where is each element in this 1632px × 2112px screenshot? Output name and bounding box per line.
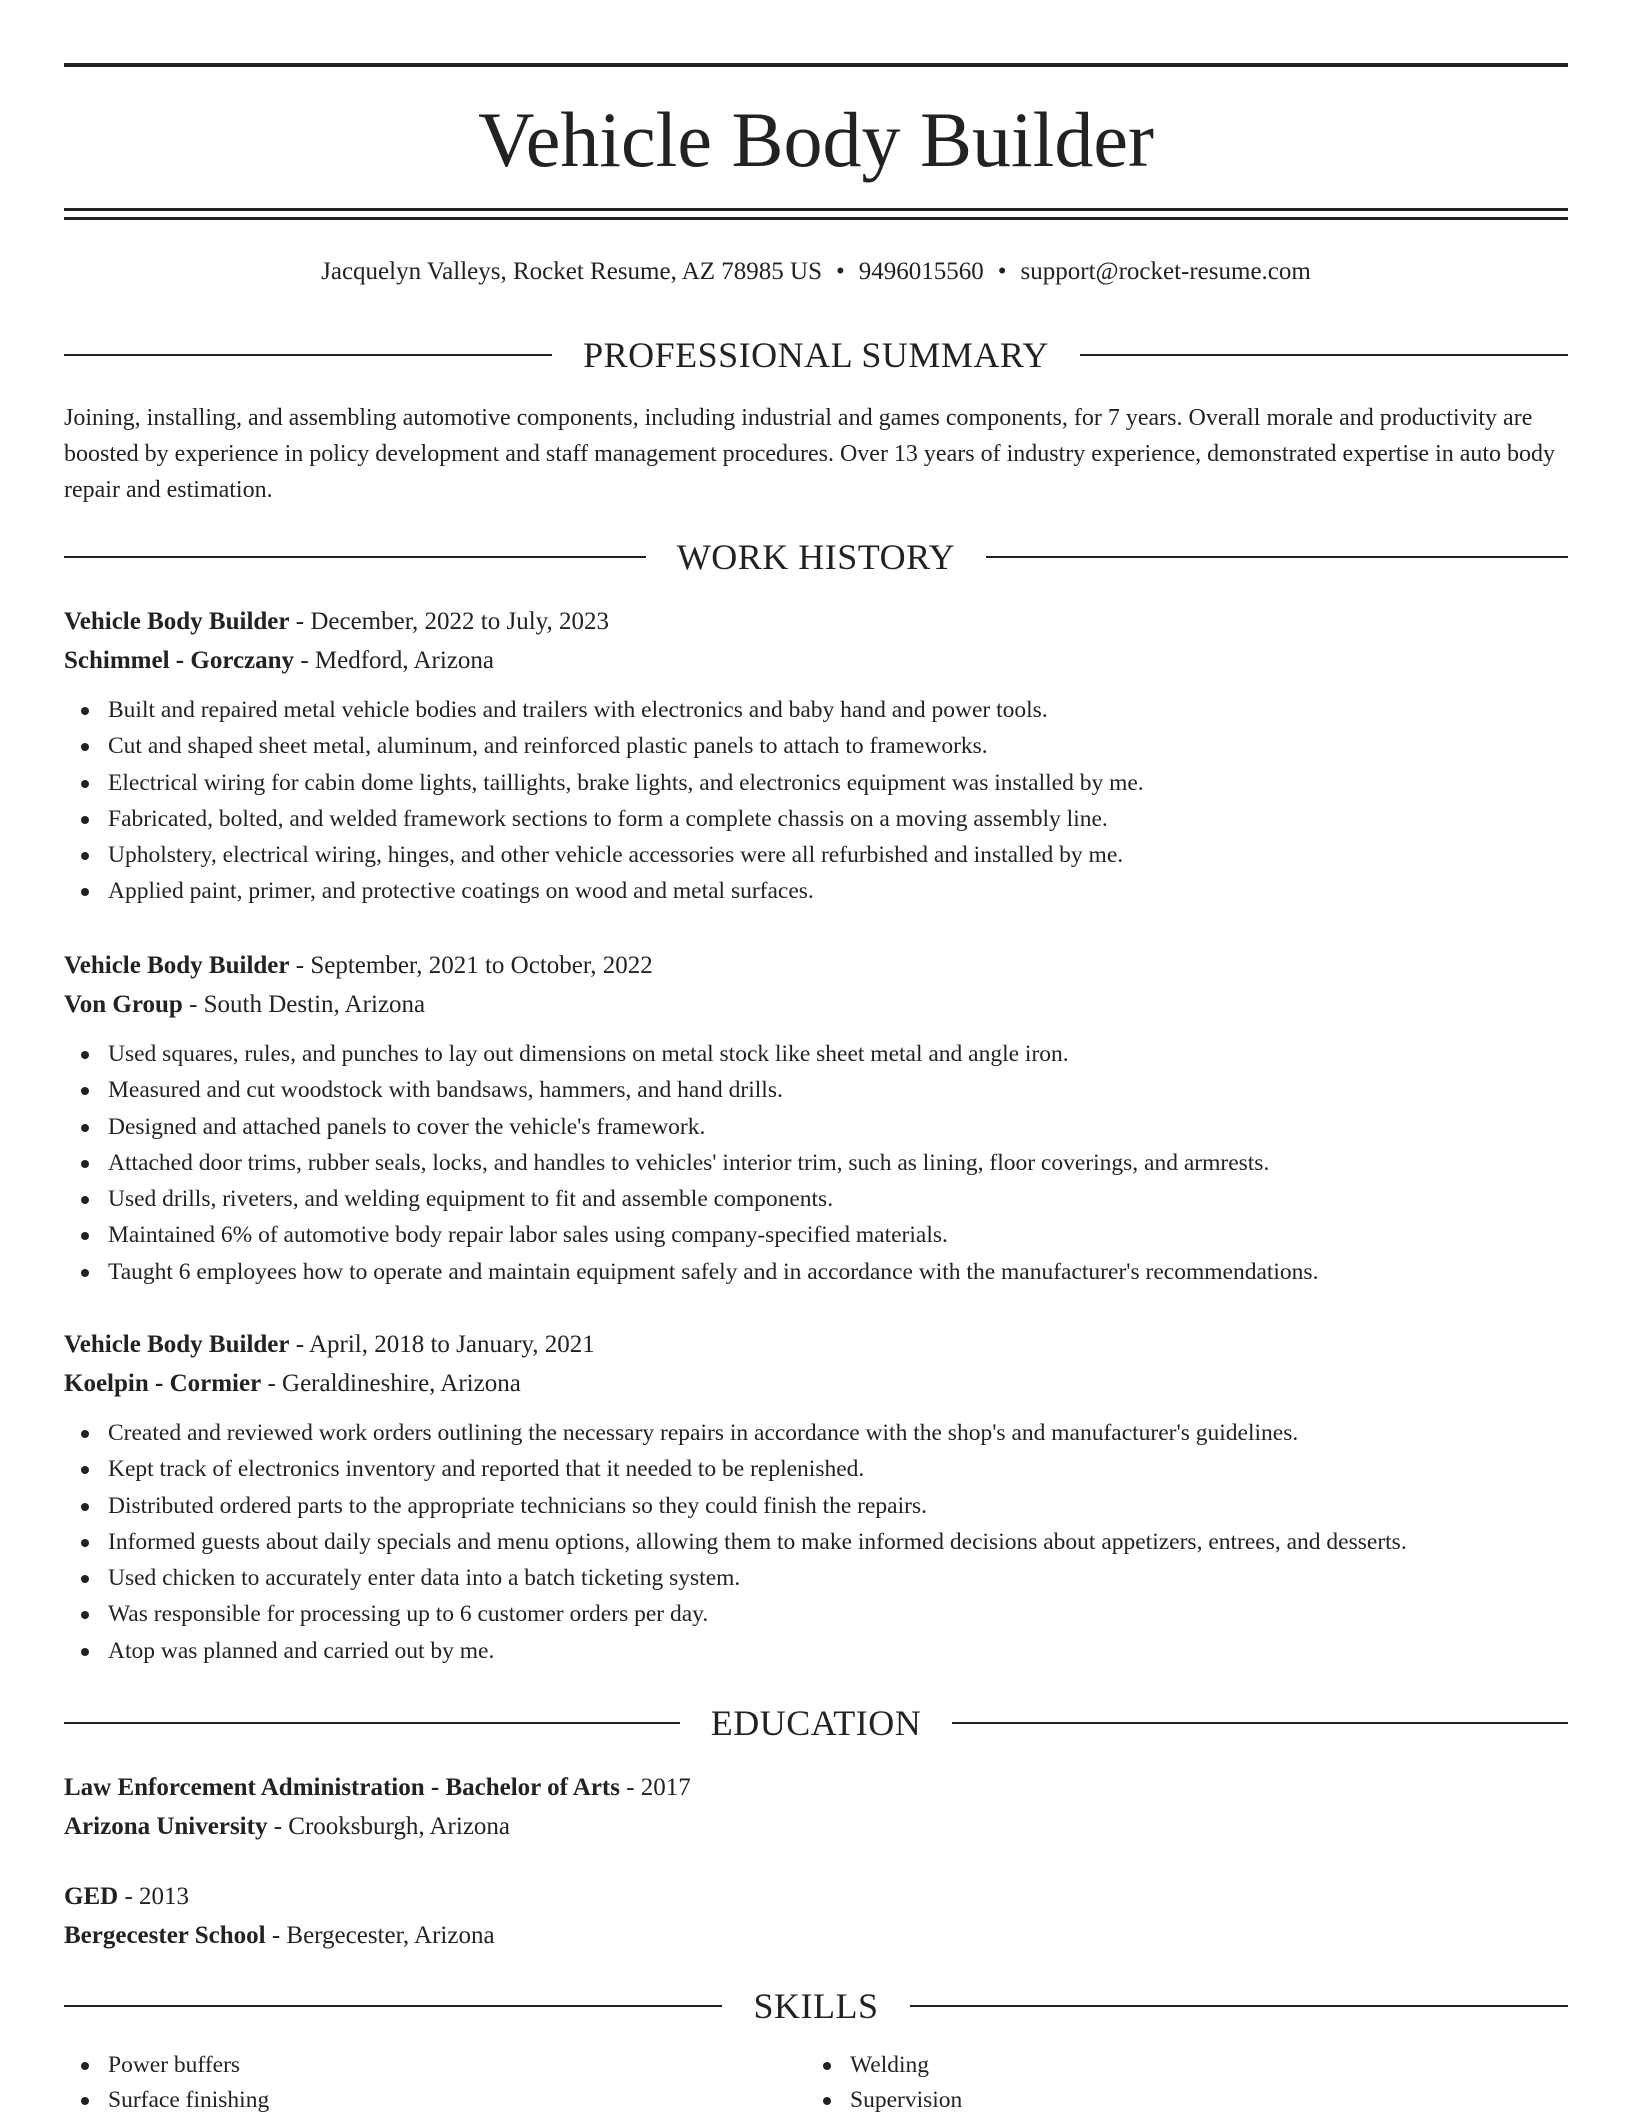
contact-address: Jacquelyn Valleys, Rocket Resume, AZ 78985 US	[321, 258, 823, 285]
education-entry	[64, 1768, 1568, 1846]
list-item: Created and reviewed work orders outlining the necessary repairs in accordance with the shop's and manufacturer's guidelines.	[64, 1415, 1568, 1451]
education-year: - 2017	[619, 1774, 691, 1801]
job-dates: - December, 2022 to July, 2023	[289, 608, 610, 635]
section-title: SKILLS	[753, 1986, 879, 2026]
contact-email: support@rocket-resume.com	[1020, 258, 1311, 285]
job-company: Koelpin - Cormier	[64, 1370, 262, 1397]
education-year: - 2013	[118, 1883, 190, 1910]
job-entry	[64, 1325, 1568, 1669]
list-item: Used drills, riveters, and welding equipment to fit and assemble components.	[64, 1181, 1568, 1217]
list-item: Built and repaired metal vehicle bodies and trailers with electronics and baby hand and power tools.	[64, 692, 1568, 728]
job-bullets	[64, 1036, 1568, 1290]
skill-item: Power buffers	[64, 2048, 806, 2083]
job-location: - South Destin, Arizona	[182, 991, 426, 1018]
list-item: Informed guests about daily specials and menu options, allowing them to make informed decisions about appetizers, entrees, and desserts.	[64, 1524, 1568, 1560]
education-degree: GED	[64, 1883, 119, 1910]
list-item: Applied paint, primer, and protective coatings on wood and metal surfaces.	[64, 873, 1568, 909]
skills-list	[64, 2048, 1568, 2112]
section-title: PROFESSIONAL SUMMARY	[583, 335, 1049, 375]
education-school: Arizona University	[64, 1813, 268, 1840]
education-location: - Bergecester, Arizona	[265, 1922, 495, 1949]
job-title: Vehicle Body Builder	[64, 1331, 290, 1358]
education-location: - Crooksburgh, Arizona	[267, 1813, 511, 1840]
list-item: Attached door trims, rubber seals, locks, and handles to vehicles' interior trim, such as lining, floor coverings, and armrests.	[64, 1145, 1568, 1181]
contact-separator: •	[836, 258, 845, 285]
education-school: Bergecester School	[64, 1922, 266, 1949]
skill-item: Welding	[806, 2048, 1548, 2083]
section-header-work-history	[64, 535, 1568, 579]
section-title: WORK HISTORY	[676, 537, 956, 577]
list-item: Cut and shaped sheet metal, aluminum, and reinforced plastic panels to attach to frameworks.	[64, 728, 1568, 764]
summary-text: Joining, installing, and assembling automotive components, including industrial and games components, for 7 years. Overall morale and productivity are boosted by experience in policy development and staff management procedures. Over 13 years of industry experience, demonstrated expertise in auto body repair and estimation.	[64, 405, 1556, 503]
job-dates: - September, 2021 to October, 2022	[289, 952, 653, 979]
skill-item: Surface finishing	[64, 2083, 806, 2112]
list-item: Maintained 6% of automotive body repair labor sales using company-specified materials.	[64, 1217, 1568, 1253]
skills-column-left	[64, 2048, 806, 2112]
list-item: Distributed ordered parts to the appropriate technicians so they could finish the repairs.	[64, 1488, 1568, 1524]
skills-column-right	[806, 2048, 1548, 2112]
contact-phone: 9496015560	[858, 258, 984, 285]
job-title: Vehicle Body Builder	[64, 952, 290, 979]
job-dates: - April, 2018 to January, 2021	[289, 1331, 595, 1358]
section-header-summary	[64, 333, 1568, 377]
list-item: Used squares, rules, and punches to lay out dimensions on metal stock like sheet metal and angle iron.	[64, 1036, 1568, 1072]
list-item: Fabricated, bolted, and welded framework sections to form a complete chassis on a moving assembly line.	[64, 801, 1568, 837]
top-rule	[64, 63, 1568, 67]
education-entry	[64, 1877, 1568, 1955]
list-item: Measured and cut woodstock with bandsaws, hammers, and hand drills.	[64, 1072, 1568, 1108]
list-item: Used chicken to accurately enter data into a batch ticketing system.	[64, 1560, 1568, 1596]
title-double-rule	[64, 208, 1568, 220]
resume-title: Vehicle Body Builder	[478, 96, 1154, 183]
list-item: Upholstery, electrical wiring, hinges, and other vehicle accessories were all refurbished and installed by me.	[64, 837, 1568, 873]
contact-separator: •	[997, 258, 1007, 285]
job-bullets	[64, 1415, 1568, 1669]
education-degree: Law Enforcement Administration - Bachelor of Arts	[64, 1774, 620, 1801]
job-location: - Geraldineshire, Arizona	[261, 1370, 521, 1397]
list-item: Atop was planned and carried out by me.	[64, 1633, 1568, 1669]
section-title: EDUCATION	[710, 1703, 922, 1743]
job-bullets	[64, 692, 1568, 910]
list-item: Was responsible for processing up to 6 customer orders per day.	[64, 1596, 1568, 1632]
skill-item: Supervision	[806, 2083, 1548, 2112]
contact-line	[64, 255, 1568, 289]
section-header-education	[64, 1701, 1568, 1745]
job-title: Vehicle Body Builder	[64, 608, 290, 635]
job-entry	[64, 946, 1568, 1290]
job-company: Schimmel - Gorczany	[64, 647, 295, 674]
list-item: Taught 6 employees how to operate and maintain equipment safely and in accordance with the manufacturer's recommendations.	[64, 1254, 1568, 1290]
list-item: Electrical wiring for cabin dome lights, taillights, brake lights, and electronics equipment was installed by me.	[64, 765, 1568, 801]
resume-page	[64, 0, 1568, 2112]
job-company: Von Group	[64, 991, 183, 1018]
section-header-skills	[64, 1984, 1568, 2028]
job-entry	[64, 602, 1568, 910]
job-location: - Medford, Arizona	[294, 647, 495, 674]
list-item: Kept track of electronics inventory and reported that it needed to be replenished.	[64, 1451, 1568, 1487]
list-item: Designed and attached panels to cover the vehicle's framework.	[64, 1109, 1568, 1145]
